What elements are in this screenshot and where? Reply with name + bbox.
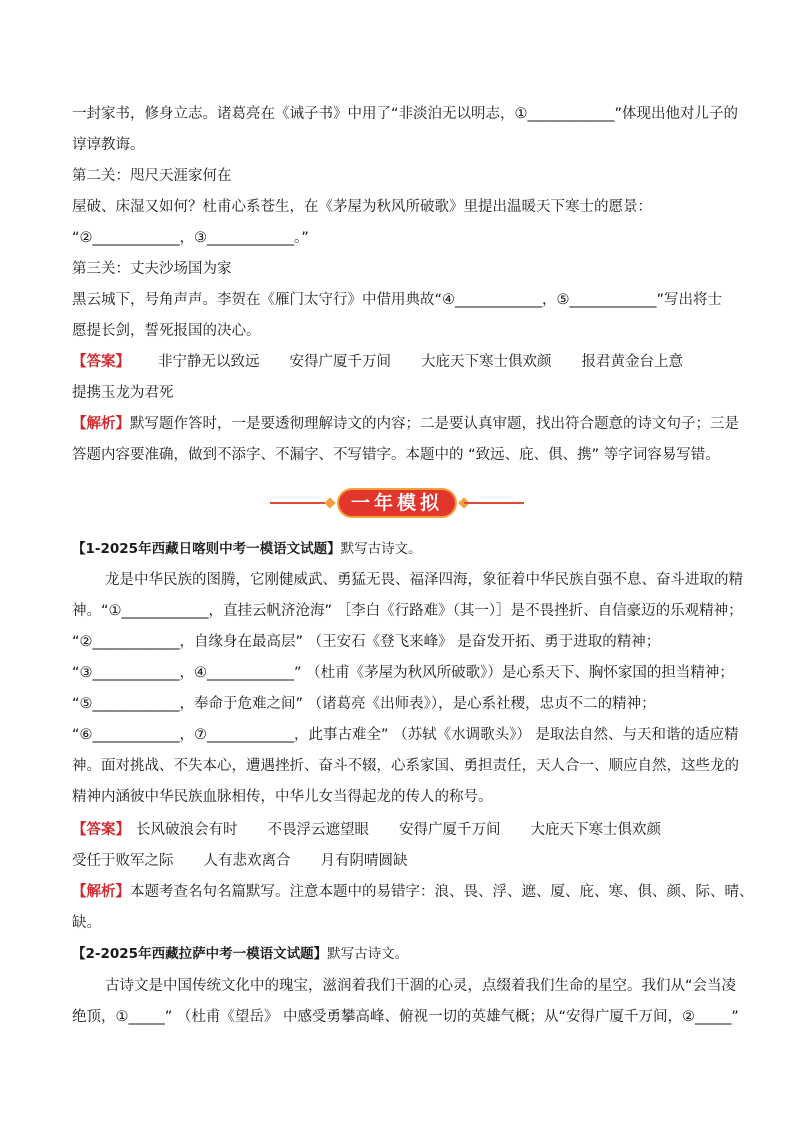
answer-item: 月有阴晴圆缺 — [320, 853, 408, 869]
analysis-line — [72, 414, 739, 434]
paragraph-line: “②____________，自缘身在最高层” （王安石《登飞来峰》 是奋发开拓、勇于进取的精神； — [72, 634, 661, 650]
paragraph-line: “⑥____________，⑦____________，此事古难全” （苏轼《水调歌头》） 是取法自然、与天和谐的适应精 — [72, 727, 739, 743]
text-line: 一封家书，修身立志。诸葛亮在《诫子书》中用了“非淡泊无以明志，①____________”体现出他对儿子的 — [72, 106, 739, 122]
paragraph-line: 神。“①____________，直挂云帆济沧海” ［李白《行路难》（其一）］是不畏挫折、自信豪迈的乐观精神； — [72, 603, 743, 619]
question-title — [72, 944, 732, 964]
answer-item: 不畏浮云遮望眼 — [267, 822, 369, 838]
paragraph-line: “⑤____________，奉命于危难之间” （诸葛亮《出师表》），是心系社稷，忠贞不二的精神； — [72, 696, 656, 712]
banner-title: 一年模拟 — [337, 488, 457, 518]
analysis-text: 默写题作答时，一是要透彻理解诗文的内容；二是要认真审题，找出符合题意的诗文句子；三是 — [130, 416, 739, 432]
paragraph-line: “③____________，④____________” （杜甫《茅屋为秋风所破歌》）是心系天下、胸怀家国的担当精神； — [72, 665, 734, 681]
answer-item: 安得广厦千万间 — [289, 354, 391, 370]
banner-line-left — [270, 502, 330, 504]
answer-label: 【答案】 — [72, 354, 130, 370]
answer-line: 提携玉龙为君死 — [72, 385, 174, 401]
text-line: 黑云城下，号角声声。李贺在《雁门太守行》中借用典故“④____________，⑤____________”写出将士 — [72, 292, 723, 308]
answer-item: 受任于败军之际 — [72, 853, 174, 869]
analysis-text: 本题考查名句名篇默写。注意本题中的易错字：浪、畏、浮、遮、厦、庇、寒、俱、颜、际、晴、 — [130, 884, 754, 900]
banner-diamond-left — [324, 497, 335, 508]
paragraph-line: 古诗文是中国传统文化中的瑰宝，滋润着我们干涸的心灵，点缀着我们生命的星空。我们从“会当凌 — [105, 978, 737, 994]
answer-item: 人有悲欢离合 — [203, 853, 291, 869]
analysis-label: 【解析】 — [72, 416, 130, 432]
section-heading: 第三关：丈夫沙场国为家 — [72, 261, 232, 277]
answer-item: 大庇天下寒士俱欢颜 — [421, 354, 552, 370]
question-title — [72, 539, 732, 559]
answer-item: 安得广厦千万间 — [399, 822, 501, 838]
text-line: 屋破、床湿又如何？杜甫心系苍生，在《茅屋为秋风所破歌》里提出温暖天下寒士的愿景： — [72, 199, 652, 215]
text-line: 缺。 — [72, 915, 101, 931]
paragraph-line: 龙是中华民族的图腾，它刚健威武、勇猛无畏、福泽四海，象征着中华民族自强不息、奋斗进取的精 — [105, 572, 743, 588]
text-line: “②____________，③____________。” — [72, 230, 309, 246]
paragraph-line: 精神内涵彼中华民族血脉相传，中华儿女当得起龙的传人的称号。 — [72, 789, 493, 805]
question-source: 【2-2025年西藏拉萨中考一模语文试题】 — [72, 946, 328, 962]
answer-item: 长风破浪会有时 — [136, 822, 238, 838]
analysis-label: 【解析】 — [72, 884, 130, 900]
answer-item: 大庇天下寒士俱欢颜 — [530, 822, 661, 838]
banner-line-right — [464, 502, 524, 504]
section-heading: 第二关：咫尺天涯家何在 — [72, 168, 232, 184]
text-line: 谆谆教诲。 — [72, 137, 145, 153]
question-source: 【1-2025年西藏日喀则中考一模语文试题】 — [72, 541, 341, 557]
answer-line — [72, 352, 732, 372]
text-line: 答题内容要准确，做到不添字、不漏字、不写错字。本题中的 “致远、庇、俱、携” 等字词容易写错。 — [72, 447, 720, 463]
section-banner — [270, 488, 524, 518]
answer-item: 报君黄金台上意 — [581, 354, 683, 370]
analysis-line — [72, 882, 754, 902]
answer-line — [72, 820, 732, 840]
question-instruction: 默写古诗文。 — [327, 946, 409, 962]
paragraph-line: 神。面对挑战、不失本心，遭遇挫折、奋斗不辍，心系家国、勇担责任，天人合一、顺应自然，这些龙的 — [72, 758, 739, 774]
answer-label: 【答案】 — [72, 822, 130, 838]
paragraph-line: 绝顶，①_____” （杜甫《望岳》 中感受勇攀高峰、俯视一切的英雄气概；从“安得广厦千万间，②_____” — [72, 1009, 739, 1025]
text-line: 愿提长剑，誓死报国的决心。 — [72, 323, 261, 339]
answer-item: 非宁静无以致远 — [158, 354, 260, 370]
question-instruction: 默写古诗文。 — [340, 541, 422, 557]
answer-line — [72, 851, 732, 871]
